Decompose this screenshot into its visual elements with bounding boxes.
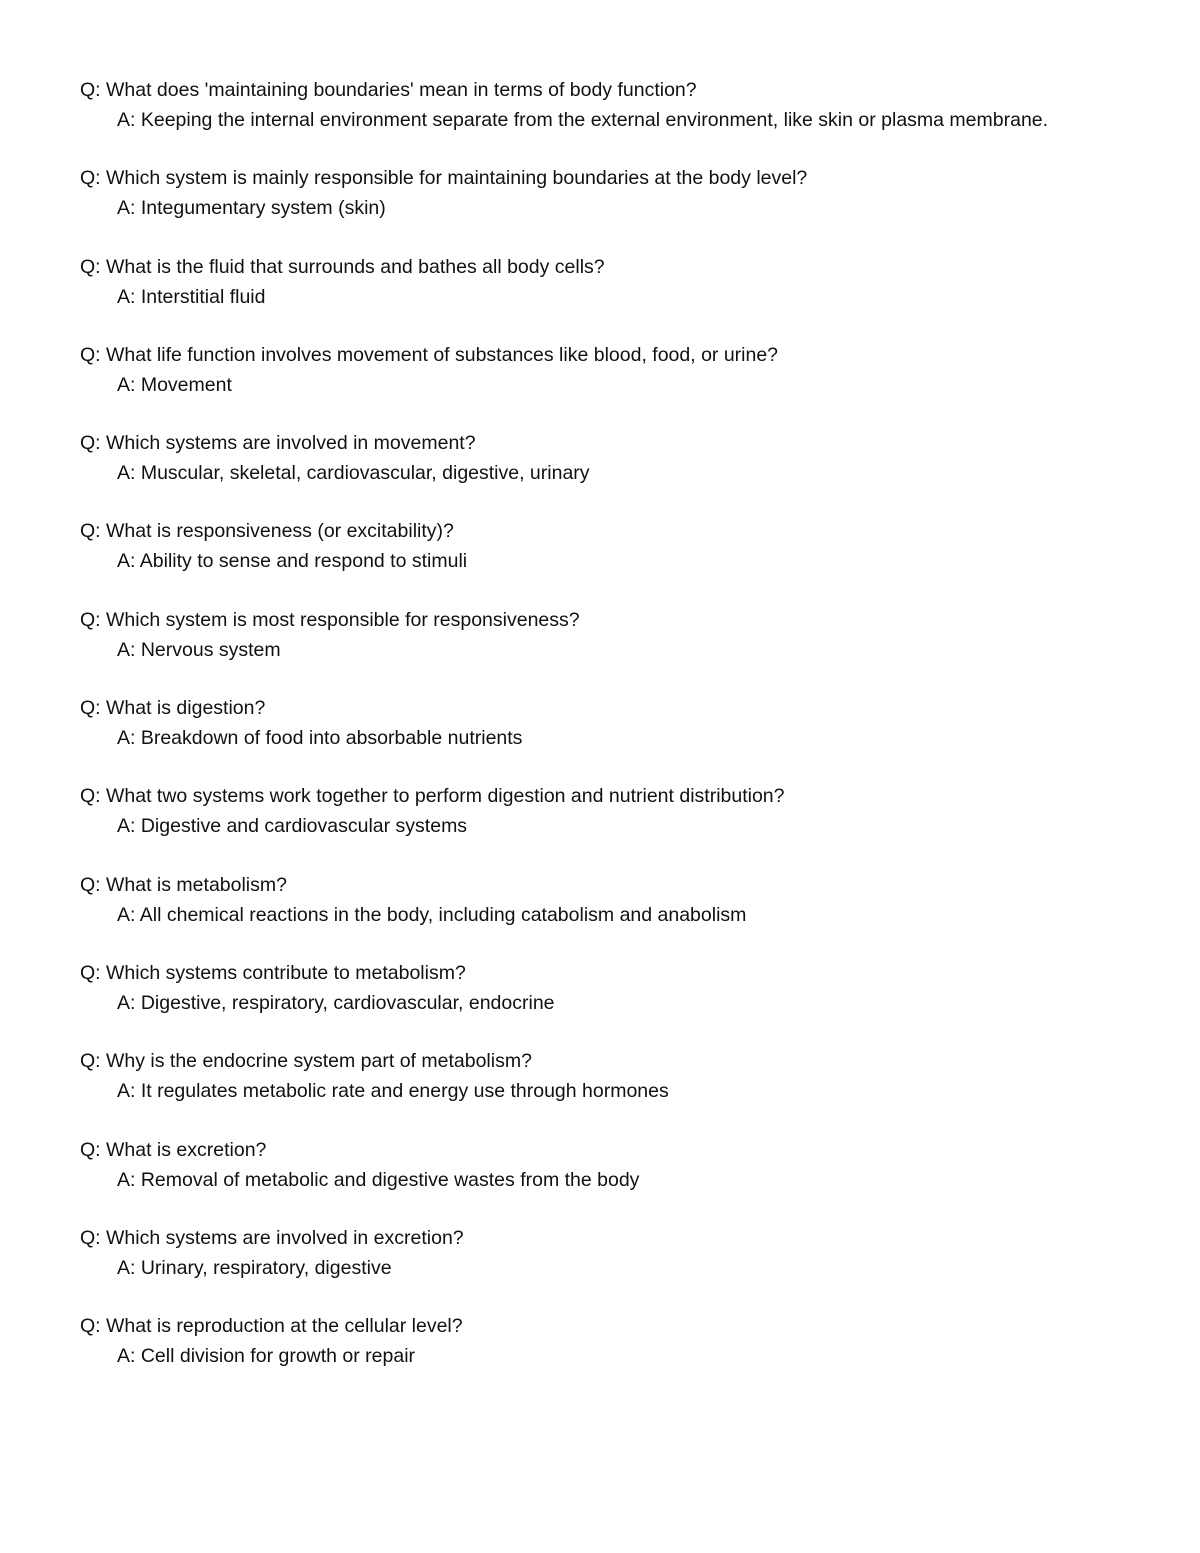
question-text: Q: What life function involves movement of substances like blood, food, or urine?: [80, 343, 779, 366]
question-text: Q: What two systems work together to perform digestion and nutrient distribution?: [80, 785, 785, 808]
answer-text: A: Ability to sense and respond to stimuli: [117, 550, 468, 573]
question-text: Q: What is metabolism?: [80, 873, 287, 896]
question-text: Q: Why is the endocrine system part of metabolism?: [80, 1050, 532, 1073]
qa-item: [0, 518, 1200, 606]
question-text: Q: Which systems contribute to metabolism?: [80, 961, 466, 984]
qa-item: [0, 342, 1200, 430]
qa-item: [0, 960, 1200, 1048]
qa-list: [0, 77, 1200, 1401]
qa-item: [0, 165, 1200, 253]
answer-text: A: Nervous system: [117, 638, 281, 661]
qa-item: [0, 607, 1200, 695]
answer-text: A: Movement: [117, 373, 232, 396]
qa-item: [0, 1048, 1200, 1136]
answer-text: A: Cell division for growth or repair: [117, 1345, 416, 1368]
qa-item: [0, 430, 1200, 518]
question-text: Q: Which systems are involved in excretion?: [80, 1226, 464, 1249]
question-text: Q: What is reproduction at the cellular level?: [80, 1315, 463, 1338]
answer-text: A: Digestive, respiratory, cardiovascular, endocrine: [117, 991, 555, 1014]
qa-item: [0, 1225, 1200, 1313]
question-text: Q: What is excretion?: [80, 1138, 267, 1161]
qa-item: [0, 77, 1200, 165]
answer-text: A: Interstitial fluid: [117, 285, 266, 308]
answer-text: A: Integumentary system (skin): [117, 197, 386, 220]
question-text: Q: Which systems are involved in movement?: [80, 432, 476, 455]
answer-text: A: It regulates metabolic rate and energy use through hormones: [117, 1080, 669, 1103]
qa-item: [0, 254, 1200, 342]
question-text: Q: Which system is most responsible for responsiveness?: [80, 608, 580, 631]
question-text: Q: What does 'maintaining boundaries' mean in terms of body function?: [80, 79, 697, 101]
qa-item: [0, 783, 1200, 871]
answer-text: A: Breakdown of food into absorbable nutrients: [117, 727, 523, 750]
question-text: Q: What is the fluid that surrounds and bathes all body cells?: [80, 255, 605, 278]
qa-item: [0, 1137, 1200, 1225]
answer-text: A: Urinary, respiratory, digestive: [117, 1256, 392, 1279]
answer-text: A: Muscular, skeletal, cardiovascular, digestive, urinary: [117, 462, 590, 485]
answer-text: A: Removal of metabolic and digestive wastes from the body: [117, 1168, 640, 1191]
question-text: Q: Which system is mainly responsible for maintaining boundaries at the body level?: [80, 167, 808, 190]
answer-text: A: Keeping the internal environment separate from the external environment, like skin or plasma membrane.: [117, 109, 1049, 131]
question-text: Q: What is digestion?: [80, 697, 266, 720]
answer-text: A: Digestive and cardiovascular systems: [117, 815, 468, 838]
qa-item: [0, 1313, 1200, 1401]
question-text: Q: What is responsiveness (or excitability)?: [80, 520, 454, 543]
answer-text: A: All chemical reactions in the body, including catabolism and anabolism: [117, 903, 747, 926]
qa-item: [0, 872, 1200, 960]
qa-item: [0, 695, 1200, 783]
